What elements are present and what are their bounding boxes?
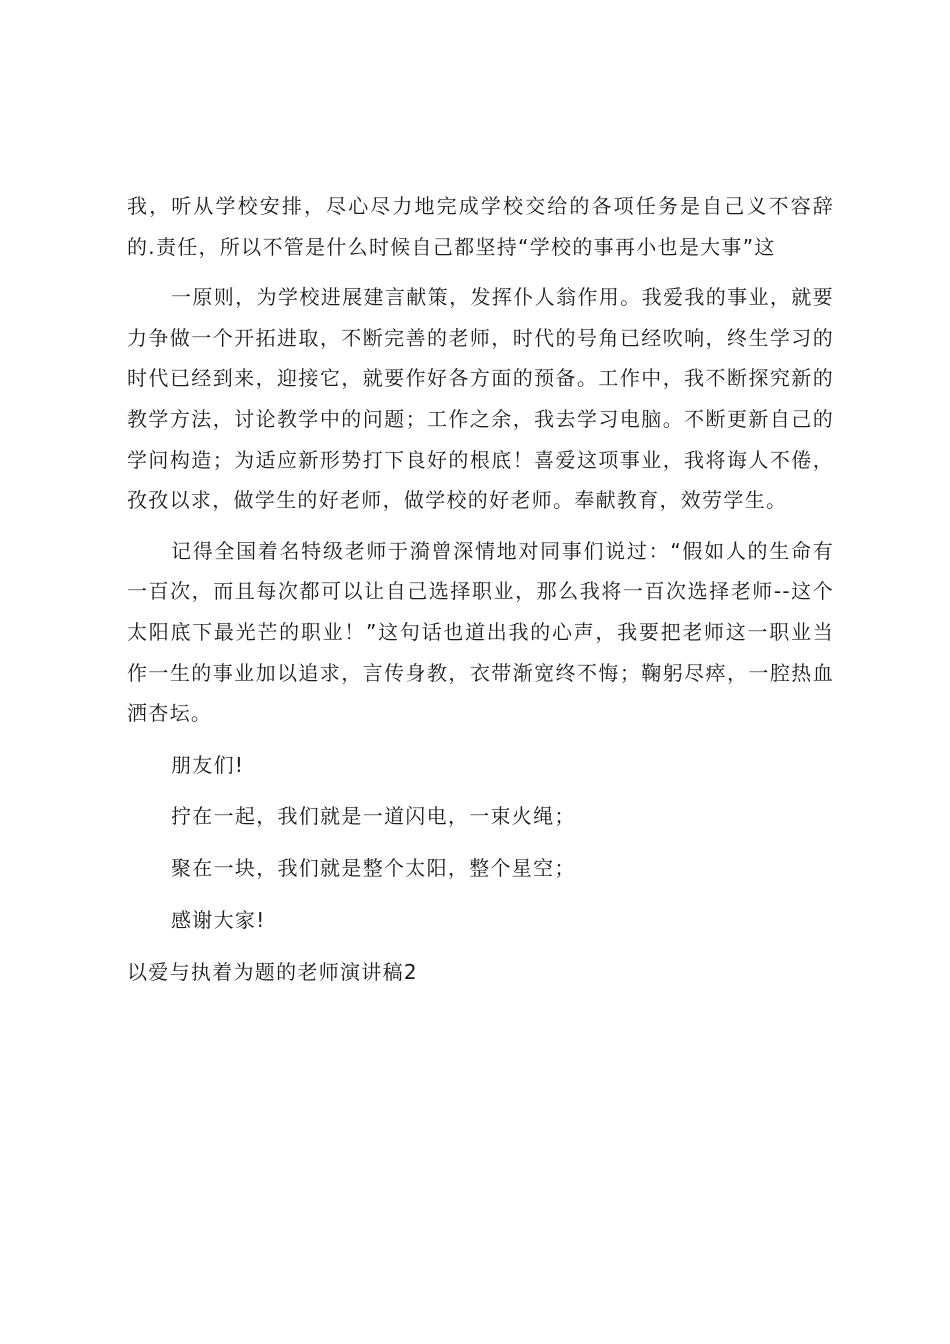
next-section-title: 以爱与执着为题的老师演讲稿2 [127, 960, 418, 985]
paragraph-greeting: 朋友们! [171, 752, 245, 777]
paragraph-line-1: 拧在一起，我们就是一道闪电，一束火绳； [171, 804, 576, 829]
paragraph-line-2: 聚在一块，我们就是整个太阳，整个星空； [171, 855, 576, 880]
paragraph-3: 记得全国着名特级老师于漪曾深情地对同事们说过：“假如人的生命有一百次，而且每次都可以让自己选择职业，那么我将一百次选择老师--这个太阳底下最光芒的职业！”这句话也道出我的心声，我要把老师这一职业当作一生的事业加以追求，言传身教，衣带渐宽终不悔；鞠躬尽瘁，一腔热血洒杏坛。 [127, 538, 834, 726]
paragraph-2: 一原则，为学校进展建言献策，发挥仆人翁作用。我爱我的事业，就要力争做一个开拓进取，不断完善的老师，时代的号角已经吹响，终生学习的时代已经到来，迎接它，就要作好各方面的预备。工作中，我不断探究新的教学方法，讨论教学中的问题；工作之余，我去学习电脑。不断更新自己的学问构造；为适应新形势打下良好的根底！喜爱这项事业，我将诲人不倦，孜孜以求，做学生的好老师，做学校的好老师。奉献教育，效劳学生。 [127, 285, 834, 513]
document-body [127, 186, 834, 993]
paragraph-1: 我，听从学校安排，尽心尽力地完成学校交给的各项任务是自己义不容辞的.责任，所以不管是什么时候自己都坚持“学校的事再小也是大事”这 [127, 194, 834, 259]
paragraph-thanks: 感谢大家! [171, 907, 266, 932]
